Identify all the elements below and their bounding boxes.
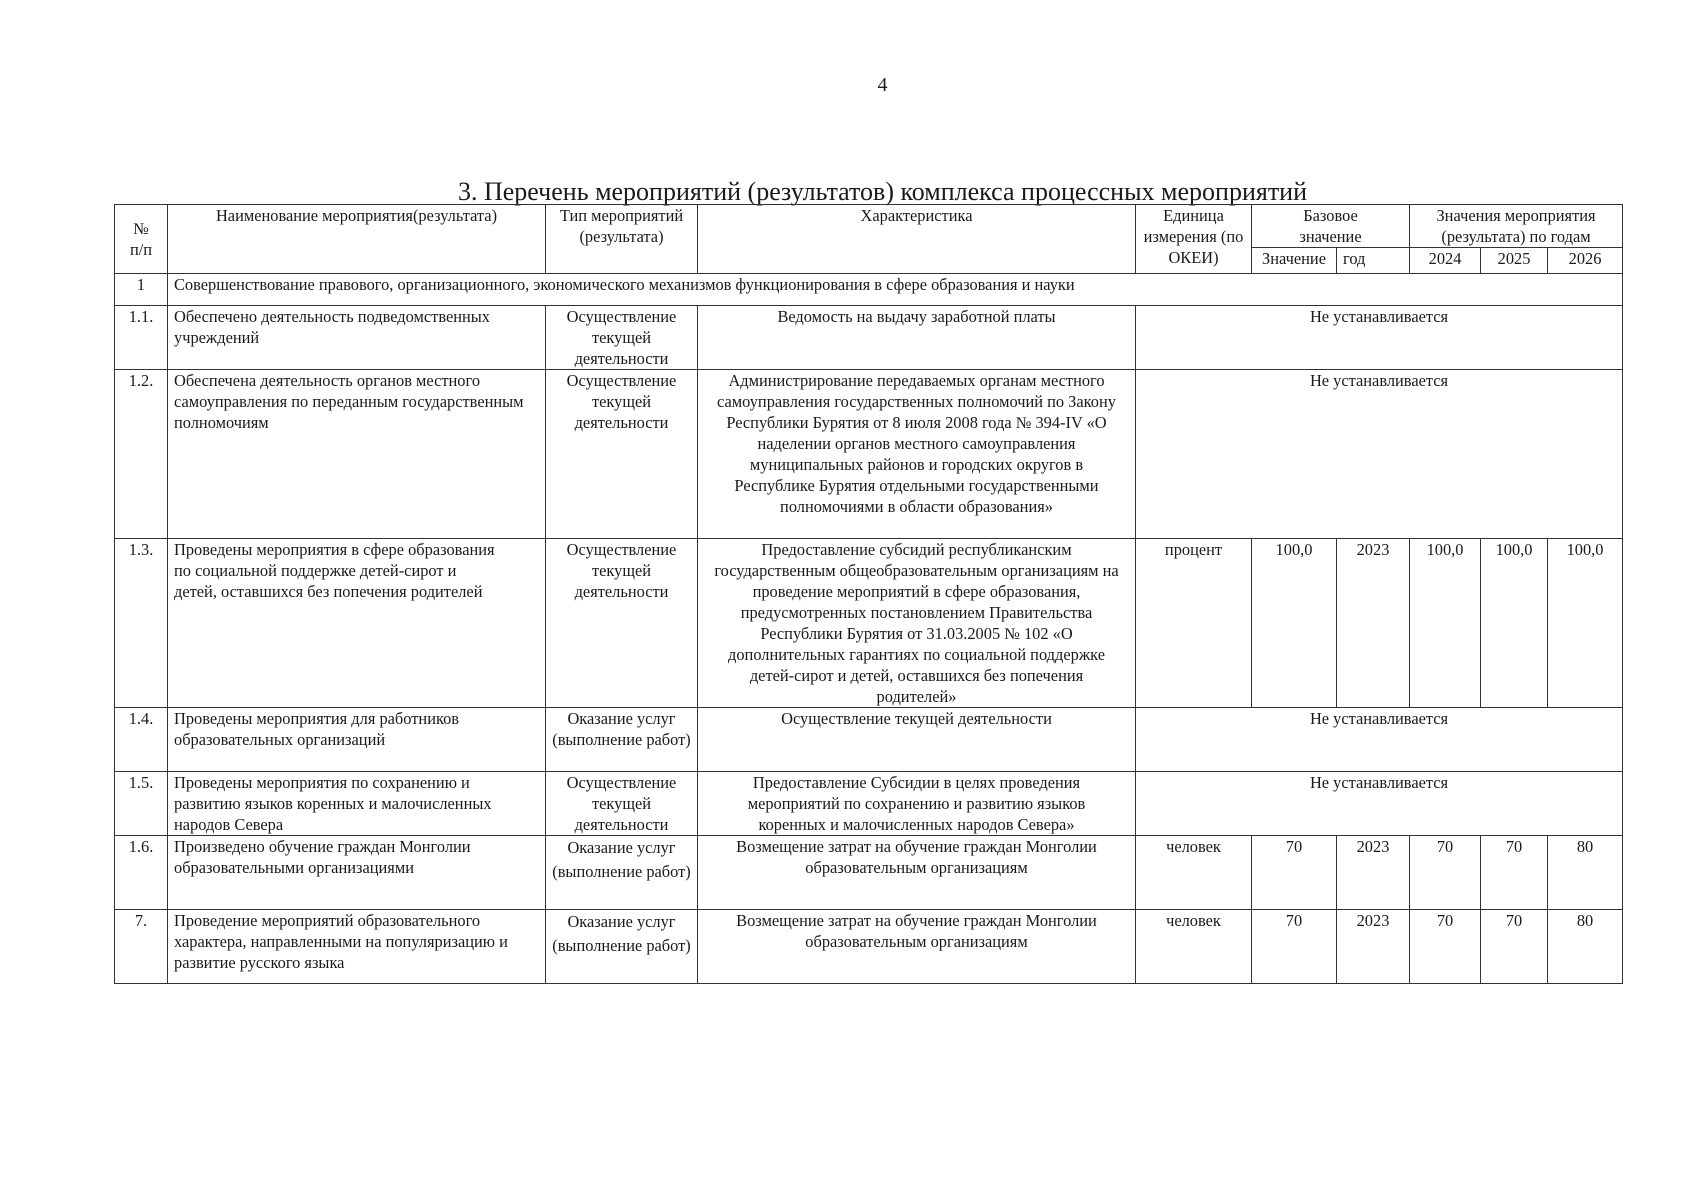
row-value-2025: 70 xyxy=(1481,836,1548,910)
row-not-set: Не устанавливается xyxy=(1136,370,1623,539)
section-text: Совершенствование правового, организационного, экономического механизмов функционирования в сфере образования и науки xyxy=(168,274,1623,306)
section-title: 3. Перечень мероприятий (результатов) комплекса процессных мероприятий xyxy=(457,177,1308,206)
header-type: Тип мероприятий (результата) xyxy=(546,205,698,274)
row-type: Осуществление текущей деятельности xyxy=(546,306,698,370)
table-row xyxy=(115,910,1623,984)
row-characteristic: Предоставление Субсидии в целях проведения мероприятий по сохранению и развитию языков коренных и малочисленных народов Севера» xyxy=(698,772,1136,836)
row-value-2024: 100,0 xyxy=(1410,539,1481,708)
row-type: Оказание услуг (выполнение работ) xyxy=(546,708,698,772)
row-name: Проведены мероприятия для работников образовательных организаций xyxy=(168,708,546,772)
row-type: Осуществление текущей деятельности xyxy=(546,370,698,539)
row-base-value: 70 xyxy=(1252,910,1337,984)
row-type: Осуществление текущей деятельности xyxy=(546,772,698,836)
page-number: 4 xyxy=(877,74,888,96)
section-num: 1 xyxy=(115,274,168,306)
row-unit: человек xyxy=(1136,836,1252,910)
row-not-set: Не устанавливается xyxy=(1136,306,1623,370)
row-type: Осуществление текущей деятельности xyxy=(546,539,698,708)
measures-table xyxy=(114,204,1623,984)
row-characteristic: Возмещение затрат на обучение граждан Монголии образовательным организациям xyxy=(698,910,1136,984)
row-num: 1.6. xyxy=(115,836,168,910)
header-unit: Единица измерения (по ОКЕИ) xyxy=(1136,205,1252,274)
row-num: 1.3. xyxy=(115,539,168,708)
row-characteristic: Возмещение затрат на обучение граждан Монголии образовательным организациям xyxy=(698,836,1136,910)
header-base-value: Значение xyxy=(1252,248,1337,274)
row-base-year: 2023 xyxy=(1337,836,1410,910)
row-characteristic: Осуществление текущей деятельности xyxy=(698,708,1136,772)
row-unit: человек xyxy=(1136,910,1252,984)
row-value-2026: 80 xyxy=(1548,910,1623,984)
row-characteristic: Предоставление субсидий республиканским государственным общеобразовательным организациям на проведение мероприятий в сфере образования, предусмотренных постановлением Правительства Республики Бурятия от 31.03.2005 № 102 «О дополнительных гарантиях по социальной поддержке детей-сирот и детей, оставшихся без попечения родителей» xyxy=(698,539,1136,708)
header-base-year: год xyxy=(1337,248,1410,274)
table-row xyxy=(115,539,1623,708)
header-row xyxy=(115,205,1623,248)
row-value-2024: 70 xyxy=(1410,836,1481,910)
row-name: Проведены мероприятия в сфере образования по социальной поддержке детей-сирот и детей, оставшихся без попечения родителей xyxy=(168,539,546,708)
header-characteristic: Характеристика xyxy=(698,205,1136,274)
row-base-value: 70 xyxy=(1252,836,1337,910)
header-values-by-year: Значения мероприятия (результата) по годам xyxy=(1410,205,1623,248)
row-num: 1.5. xyxy=(115,772,168,836)
row-value-2025: 100,0 xyxy=(1481,539,1548,708)
row-num: 1.1. xyxy=(115,306,168,370)
table-row xyxy=(115,708,1623,772)
row-name: Проведены мероприятия по сохранению и развитию языков коренных и малочисленных народов Севера xyxy=(168,772,546,836)
table-row xyxy=(115,370,1623,539)
row-not-set: Не устанавливается xyxy=(1136,708,1623,772)
row-name: Произведено обучение граждан Монголии образовательными организациями xyxy=(168,836,546,910)
header-name: Наименование мероприятия(результата) xyxy=(168,205,546,274)
row-type: Оказание услуг (выполнение работ) xyxy=(546,836,698,910)
row-characteristic: Администрирование передаваемых органам местного самоуправления государственных полномочий по Закону Республики Бурятия от 8 июля 2008 года № 394-IV «О наделении органов местного самоуправления муниципальных районов и городских округов в Республике Бурятия отдельными государственными полномочиями в области образования» xyxy=(698,370,1136,539)
row-name: Обеспечена деятельность органов местного самоуправления по переданным государственным полномочиям xyxy=(168,370,546,539)
table-row xyxy=(115,836,1623,910)
row-unit: процент xyxy=(1136,539,1252,708)
header-year-2026: 2026 xyxy=(1548,248,1623,274)
header-base: Базовое значение xyxy=(1252,205,1410,248)
header-year-2025: 2025 xyxy=(1481,248,1548,274)
row-base-year: 2023 xyxy=(1337,539,1410,708)
row-characteristic: Ведомость на выдачу заработной платы xyxy=(698,306,1136,370)
header-num: № п/п xyxy=(115,205,168,274)
row-value-2024: 70 xyxy=(1410,910,1481,984)
row-base-year: 2023 xyxy=(1337,910,1410,984)
section-row xyxy=(115,274,1623,306)
row-not-set: Не устанавливается xyxy=(1136,772,1623,836)
row-num: 7. xyxy=(115,910,168,984)
row-num: 1.4. xyxy=(115,708,168,772)
row-value-2026: 100,0 xyxy=(1548,539,1623,708)
row-num: 1.2. xyxy=(115,370,168,539)
row-name: Проведение мероприятий образовательного характера, направленными на популяризацию и развитие русского языка xyxy=(168,910,546,984)
header-year-2024: 2024 xyxy=(1410,248,1481,274)
row-value-2026: 80 xyxy=(1548,836,1623,910)
row-name: Обеспечено деятельность подведомственных учреждений xyxy=(168,306,546,370)
row-base-value: 100,0 xyxy=(1252,539,1337,708)
table-row xyxy=(115,772,1623,836)
table-row xyxy=(115,306,1623,370)
row-value-2025: 70 xyxy=(1481,910,1548,984)
row-type: Оказание услуг (выполнение работ) xyxy=(546,910,698,984)
